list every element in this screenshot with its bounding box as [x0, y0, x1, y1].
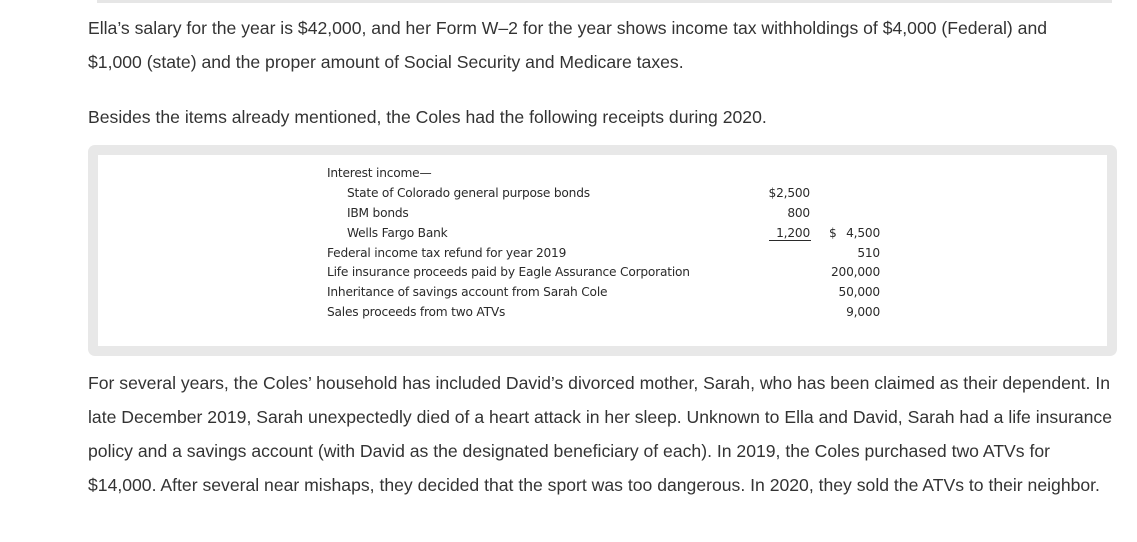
- receipt-label-ibm-bonds: IBM bonds: [347, 206, 409, 220]
- receipt-amount-ibm-bonds: 800: [787, 206, 810, 220]
- receipt-label-atv-sales: Sales proceeds from two ATVs: [327, 305, 506, 319]
- interest-total: 4,500: [846, 226, 880, 240]
- receipt-amount-tax-refund: 510: [857, 246, 880, 260]
- receipt-label-tax-refund: Federal income tax refund for year 2019: [327, 246, 567, 260]
- receipt-amount-life-insurance: 200,000: [831, 265, 880, 279]
- receipts-table-frame: [88, 145, 1117, 356]
- receipt-label-life-insurance: Life insurance proceeds paid by Eagle Assurance Corporation: [327, 265, 690, 279]
- interest-total-dollar-sign: $: [829, 226, 837, 240]
- receipts-table: [98, 155, 1107, 346]
- receipt-amount-wells-fargo: 1,200: [776, 226, 810, 240]
- paragraph-sarah-background: For several years, the Coles’ household has included David’s divorced mother, Sarah, who has been claimed as their dependent. In late December 2019, Sarah unexpectedly died of a heart attack in her sleep. Unknown to Ella and David, Sarah had a life insurance policy and a savings account (with David as the designated beneficiary of each). In 2019, the Coles purchased two ATVs for $14,000. After several near mishaps, they decided that the sport was too dangerous. In 2020, they sold the ATVs to their neighbor.: [88, 373, 1112, 495]
- receipt-label-wells-fargo: Wells Fargo Bank: [347, 226, 448, 240]
- receipt-label-inheritance: Inheritance of savings account from Sarah Cole: [327, 285, 608, 299]
- top-divider: [97, 0, 1112, 3]
- paragraph-salary: Ella’s salary for the year is $42,000, and her Form W–2 for the year shows income tax withholdings of $4,000 (Federal) and $1,000 (state) and the proper amount of Social Security and Medicare taxes.: [88, 18, 1048, 72]
- receipt-amount-colorado-bonds: $2,500: [768, 186, 810, 200]
- receipt-amount-inheritance: 50,000: [838, 285, 880, 299]
- paragraph-receipts-intro: Besides the items already mentioned, the Coles had the following receipts during 2020.: [88, 107, 767, 127]
- subtotal-underline: [769, 240, 811, 241]
- receipt-amount-atv-sales: 9,000: [846, 305, 880, 319]
- receipt-label-colorado-bonds: State of Colorado general purpose bonds: [347, 186, 590, 200]
- interest-header: Interest income—: [327, 166, 432, 180]
